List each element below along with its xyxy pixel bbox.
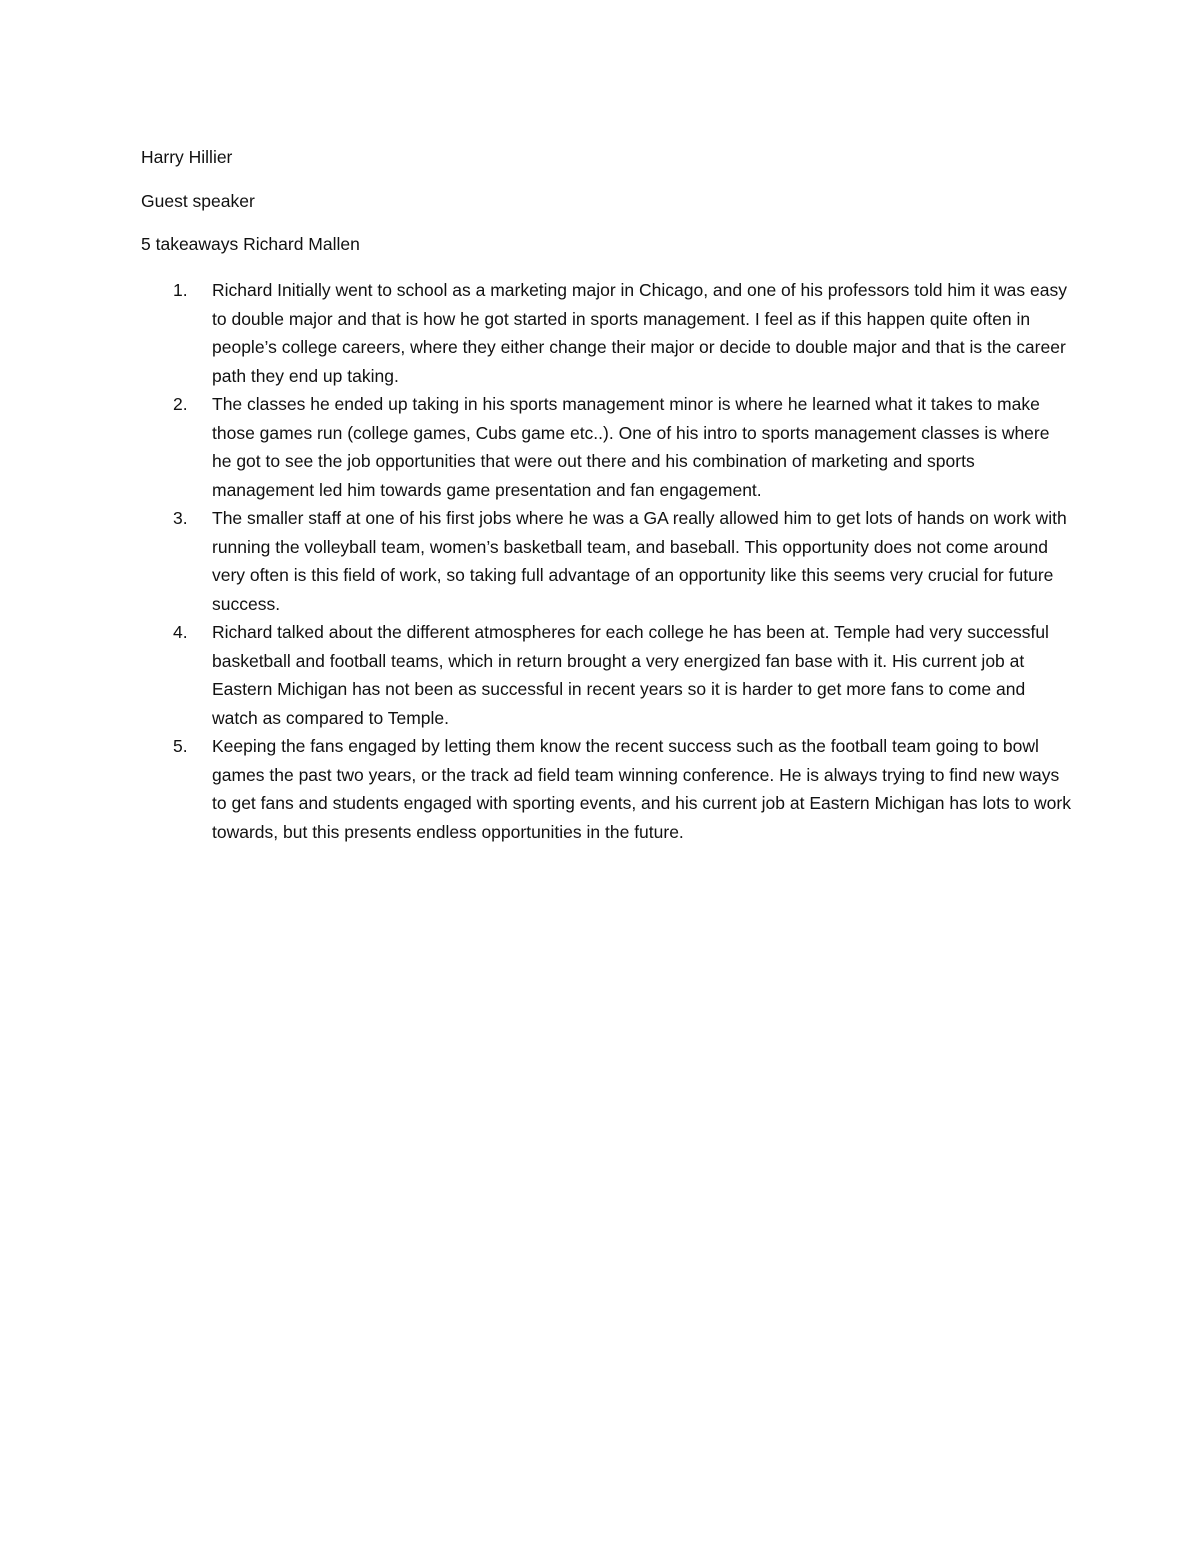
takeaway-number: 4. [173, 622, 188, 642]
takeaway-number: 3. [173, 508, 188, 528]
takeaway-text: Keeping the fans engaged by letting them know the recent success such as the football team going to bowl games the past two years, or the track ad field team winning conference. He is always trying to find new ways to get fans and students engaged with sporting events, and his current job at Eastern Michigan has lots to work towards, but this presents endless opportunities in the future. [212, 736, 1071, 842]
takeaway-list [141, 276, 1071, 846]
takeaway-text: Richard Initially went to school as a marketing major in Chicago, and one of his professors told him it was easy to double major and that is how he got started in sports management. I feel as if this happen quite often in people’s college careers, where they either change their major or decide to double major and that is the career path they end up taking. [212, 280, 1067, 386]
takeaway-text: The smaller staff at one of his first jobs where he was a GA really allowed him to get lots of hands on work with running the volleyball team, women’s basketball team, and baseball. This opportunity does not come around very often is this field of work, so taking full advantage of an opportunity like this seems very crucial for future success. [212, 508, 1067, 614]
takeaway-item [141, 276, 1071, 390]
takeaway-item [141, 618, 1071, 732]
takeaway-number: 5. [173, 736, 188, 756]
document-title: 5 takeaways Richard Mallen [141, 234, 360, 254]
takeaway-number: 2. [173, 394, 188, 414]
takeaway-item [141, 390, 1071, 504]
author-name: Harry Hillier [141, 147, 233, 167]
takeaway-item [141, 504, 1071, 618]
takeaway-text: Richard talked about the different atmospheres for each college he has been at. Temple had very successful basketball and football teams, which in return brought a very energized fan base with it. His current job at Eastern Michigan has not been as successful in recent years so it is harder to get more fans to come and watch as compared to Temple. [212, 622, 1049, 728]
takeaway-text: The classes he ended up taking in his sports management minor is where he learned what it takes to make those games run (college games, Cubs game etc..). One of his intro to sports management classes is where he got to see the job opportunities that were out there and his combination of marketing and sports management led him towards game presentation and fan engagement. [212, 394, 1050, 500]
takeaway-number: 1. [173, 280, 188, 300]
takeaway-item [141, 732, 1071, 846]
document-subtitle: Guest speaker [141, 191, 255, 211]
